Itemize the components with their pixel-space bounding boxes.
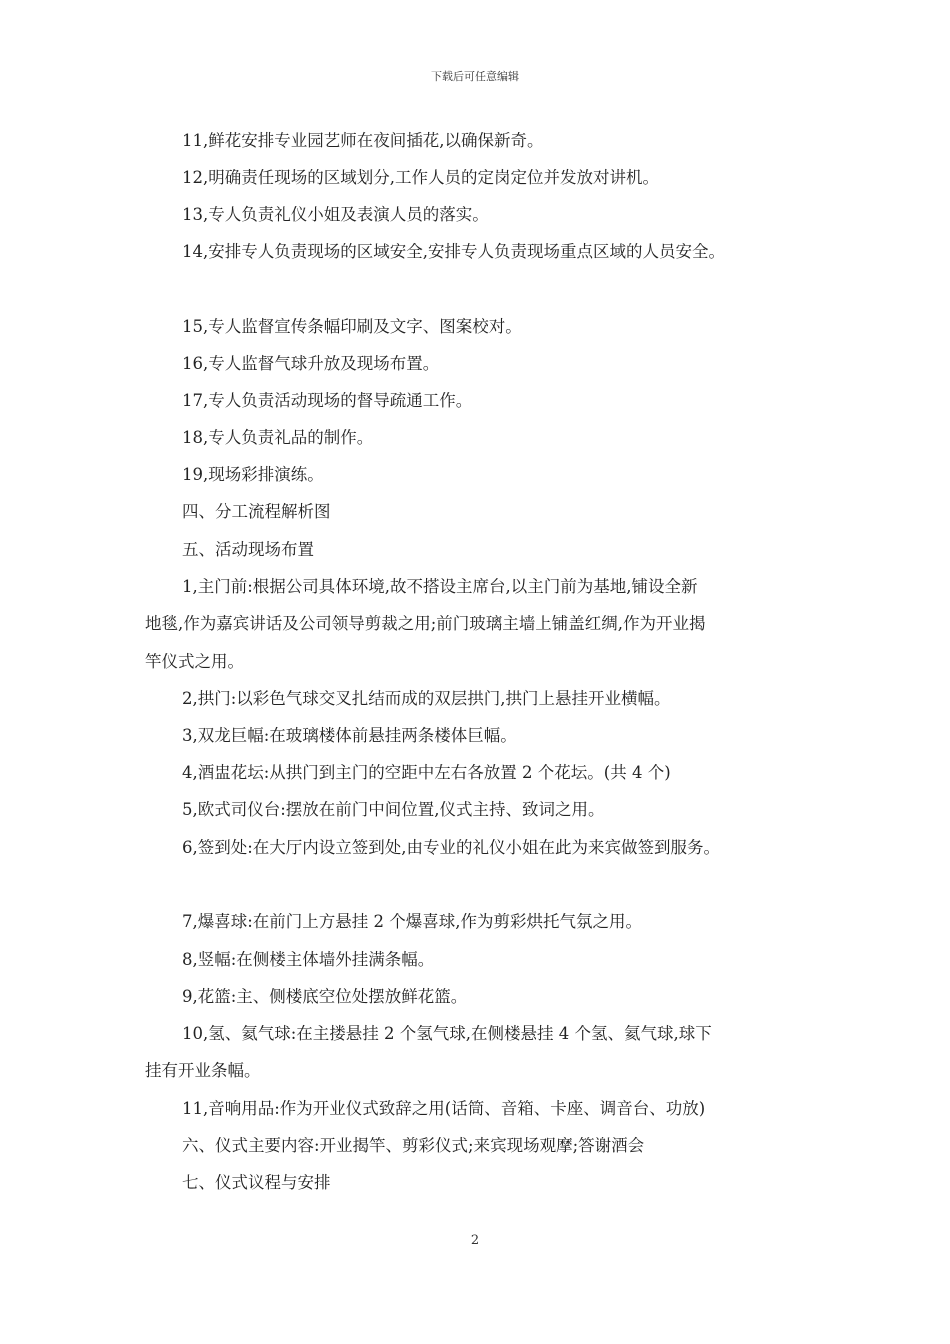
- body-line: 10,氢、氦气球:在主搂悬挂 2 个氢气球,在侧楼悬挂 4 个氢、氦气球,球下: [182, 1024, 712, 1043]
- body-line: 13,专人负责礼仪小姐及表演人员的落实。: [182, 205, 489, 224]
- body-line: 14,安排专人负责现场的区域安全,安排专人负责现场重点区域的人员安全。: [182, 242, 725, 261]
- body-line: 17,专人负责活动现场的督导疏通工作。: [182, 391, 473, 410]
- body-line: 9,花篮:主、侧楼底空位处摆放鲜花篮。: [182, 987, 468, 1006]
- body-line: 4,酒盅花坛:从拱门到主门的空距中左右各放置 2 个花坛。(共 4 个): [182, 763, 671, 782]
- body-line: 2,拱门:以彩色气球交叉扎结而成的双层拱门,拱门上悬挂开业横幅。: [182, 689, 671, 708]
- page-header: 下载后可任意编辑: [431, 70, 519, 83]
- body-line: 3,双龙巨幅:在玻璃楼体前悬挂两条楼体巨幅。: [182, 726, 517, 745]
- body-line: 16,专人监督气球升放及现场布置。: [182, 354, 440, 373]
- body-line: 竿仪式之用。: [145, 652, 244, 671]
- page-number: 2: [470, 1233, 480, 1248]
- body-line: 7,爆喜球:在前门上方悬挂 2 个爆喜球,作为剪彩烘托气氛之用。: [182, 912, 643, 931]
- body-line: 15,专人监督宣传条幅印刷及文字、图案校对。: [182, 317, 522, 336]
- body-line: 8,竖幅:在侧楼主体墙外挂满条幅。: [182, 950, 435, 969]
- body-line: 5,欧式司仪台:摆放在前门中间位置,仪式主持、致词之用。: [182, 800, 605, 819]
- body-line: 6,签到处:在大厅内设立签到处,由专业的礼仪小姐在此为来宾做签到服务。: [182, 838, 721, 857]
- body-line: 11,鲜花安排专业园艺师在夜间插花,以确保新奇。: [182, 131, 544, 150]
- body-line: 18,专人负责礼品的制作。: [182, 428, 374, 447]
- body-line: 11,音响用品:作为开业仪式致辞之用(话筒、音箱、卡座、调音台、功放): [182, 1099, 706, 1118]
- body-line: 1,主门前:根据公司具体环境,故不搭设主席台,以主门前为基地,铺设全新: [182, 577, 698, 596]
- body-line: 地毯,作为嘉宾讲话及公司领导剪裁之用;前门玻璃主墙上铺盖红绸,作为开业揭: [145, 614, 706, 633]
- section-heading: 七、仪式议程与安排: [182, 1173, 331, 1192]
- body-line: 12,明确责任现场的区域划分,工作人员的定岗定位并发放对讲机。: [182, 168, 659, 187]
- section-heading: 四、分工流程解析图: [182, 502, 331, 521]
- body-line: 挂有开业条幅。: [145, 1061, 261, 1080]
- body-line: 19,现场彩排演练。: [182, 465, 324, 484]
- section-heading: 六、仪式主要内容:开业揭竿、剪彩仪式;来宾现场观摩;答谢酒会: [182, 1136, 645, 1155]
- section-heading: 五、活动现场布置: [182, 540, 314, 559]
